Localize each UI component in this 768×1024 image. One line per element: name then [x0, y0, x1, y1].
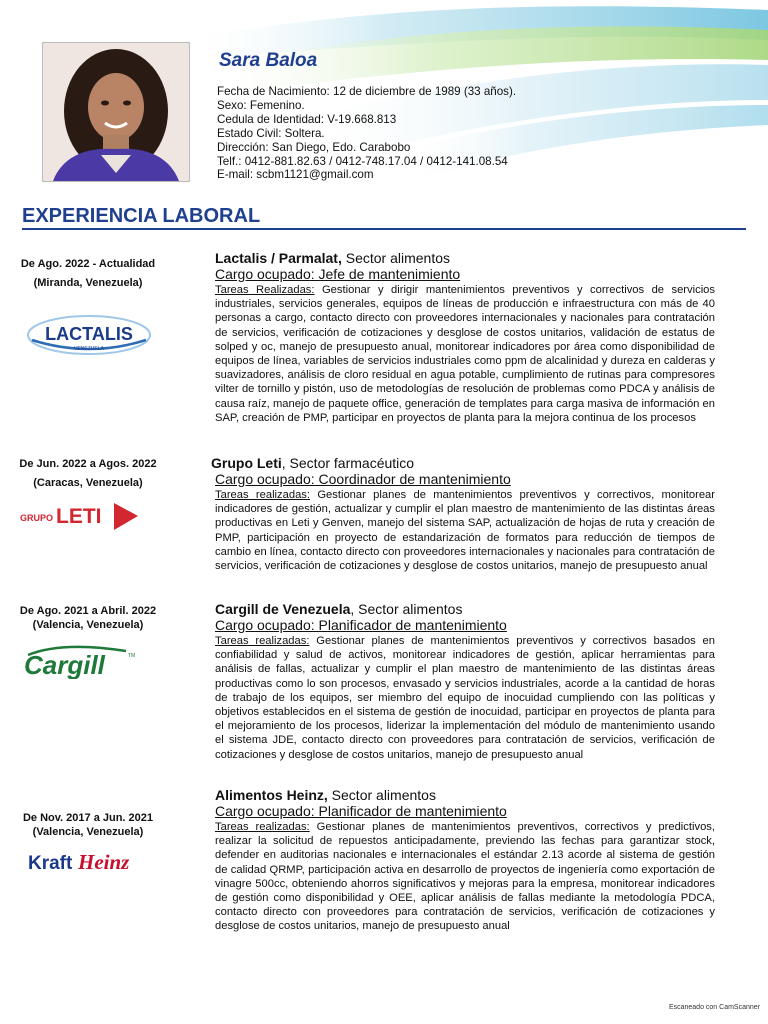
sex: Sexo: Femenino. — [217, 98, 305, 112]
location: (Valencia, Venezuela) — [32, 826, 144, 838]
experience-content — [215, 601, 715, 762]
cargill-logo-text: Cargill — [24, 650, 105, 679]
company-name: Cargill de Venezuela — [215, 601, 351, 617]
company-name: Grupo Leti — [211, 455, 282, 471]
date-range: De Jun. 2022 a Agos. 2022 — [19, 458, 157, 470]
experience-content — [215, 787, 715, 934]
candidate-name: Sara Baloa — [219, 50, 318, 71]
cargill-logo-sub: TM — [128, 653, 136, 659]
experience-dates — [0, 811, 176, 839]
civil-status: Estado Civil: Soltera. — [217, 126, 325, 140]
grupo-leti-logo — [20, 499, 140, 533]
location: (Valencia, Venezuela) — [32, 619, 144, 631]
leti-logo-text: GRUPO — [20, 513, 54, 523]
company-line — [215, 601, 715, 617]
tasks-label: Tareas realizadas: — [215, 635, 310, 647]
tasks-text: Gestionar y dirigir mantenimientos preventivos y correctivos de servicios industriales, servicios generales, equipos de líneas de producción e infraestructura con más de 40 personas a cargo, contacto directo con proveedores internacionales y nacionales para contratación de servicios, verificación de cotizaciones y desglose de costos unitarios, validación de estatus de solped y oc, manejo de presupuesto anual, monitorear indicadores por área como disponibilidad de equipos de línea, variables de servicios industriales como ppm de alcalinidad y dureza en calderas y suavizadores, análisis de cloro residual en agua potable, cumplimiento de rutinas para compresores vilter de tornillo y pistón, uso de metodologías de resolución de problemas como PDCA y análisis de causa raíz, manejo de paquete office, generación de templates para carga masiva de información en SAP, creación de PMP, participar en proyectos de planta para la mejora continua de los procesos — [215, 284, 715, 424]
tasks-label: Tareas Realizadas: — [215, 284, 315, 296]
experience-dates — [0, 255, 176, 293]
company-sector: Sector alimentos — [327, 787, 436, 803]
company-name: Alimentos Heinz, — [215, 787, 328, 803]
position-title: Cargo ocupado: Planificador de mantenimiento — [215, 803, 507, 819]
kraft-logo-text: Kraft — [28, 853, 73, 874]
experience-dates — [0, 604, 176, 632]
tasks-text: Gestionar planes de mantenimientos preventivos, correctivos y predictivos, realizar la solicitud de repuestos anticipadamente, previendo las fechas para garantizar stock, defender en auditorias nacionales e internacionales el estándar 2.13 acorde al sistema de gestión de calidad QRMP, participación activa en desarrollo de proyectos de ingeniería como exportación de vinagre 500cc, obteniendo ahorros significativos y mejoras para la empresa, monitorear indicadores de gestión como disponibilidad y OEE, aplicar análisis de fallas mediante la metodología PDCA, contacto directo con proveedores para contratación de servicios, verificación de cotizaciones y desglose de costos unitarios, manejo de presupuesto anual — [215, 821, 715, 933]
date-range: De Ago. 2021 a Abril. 2022 — [19, 605, 157, 617]
experience-content — [211, 455, 715, 573]
scanner-watermark: Escaneado con CamScanner — [668, 1004, 760, 1011]
company-name: Lactalis / Parmalat, — [215, 250, 342, 266]
company-sector: , Sector farmacéutico — [281, 455, 415, 471]
experience-content — [215, 250, 715, 425]
task-description — [215, 634, 715, 762]
tasks-text: Gestionar planes de mantenimientos preventivos y correctivos, monitorear indicadores de gestión, actualizar y cumplir el plan maestro de mantenimiento de las distintas áreas productivas en Leti y Genven, manejo del sistema SAP, actualización de hojas de ruta y creación de PMP, participación en proyecto de estandarización de formatos para reducción de tiempos de cambio en línea, contacto directo con proveedores internacionales y nacionales para contratación de servicios, verificación de cotizaciones y desglose de costos unitarios, manejo de presupuesto anual — [215, 489, 715, 573]
position-title: Cargo ocupado: Planificador de mantenimiento — [215, 617, 507, 633]
company-line — [211, 455, 715, 471]
phone: Telf.: 0412-881.82.63 / 0412-748.17.04 / 0412-141.08.54 — [217, 154, 508, 168]
personal-info — [217, 85, 516, 182]
position-title: Cargo ocupado: Jefe de mantenimiento — [215, 266, 461, 282]
company-line — [215, 250, 715, 266]
tasks-label: Tareas realizadas: — [215, 821, 310, 833]
lactalis-logo-text: LACTALIS — [45, 324, 133, 344]
birth-date: Fecha de Nacimiento: 12 de diciembre de 1989 (33 años). — [217, 85, 517, 98]
task-description — [215, 820, 715, 934]
kraft-heinz-logo — [28, 847, 148, 877]
address: Dirección: San Diego, Edo. Carabobo — [217, 140, 411, 154]
cargill-logo — [22, 643, 142, 679]
leti-logo-sub: LETI — [56, 505, 102, 528]
company-sector: Sector alimentos — [341, 250, 451, 266]
section-title-experience: EXPERIENCIA LABORAL — [22, 204, 746, 230]
date-range: De Nov. 2017 a Jun. 2021 — [22, 812, 154, 824]
tasks-label: Tareas realizadas: — [215, 489, 311, 501]
task-description — [215, 488, 715, 573]
tasks-text: Gestionar planes de mantenimientos preventivos y correctivos basados en confiabilidad y salud de activos, monitorear indicadores de gestión, aplicar herramientas para análisis de fallas, actualizar y cumplir el plan maestro de mantenimiento de las distintas áreas productivas como lo son procesos, envasado y servicios industriales, acorde a la cantidad de horas de trabajo de los equipos, ser miembro del equipo de inocuidad cumpliendo con las políticas y objetivos establecidos en el sistema de gestión de inocuidad, participar en proyectos de planta para el mejoramiento de los procesos, liderizar la implementación del módulo de mantenimiento usando el sistema JDE, contacto directo con proveedores para contratación de servicios, verificación de cotizaciones y desglose de costos unitarios, manejo de presupuesto anual — [215, 635, 715, 761]
profile-photo — [42, 42, 190, 182]
id-number: Cedula de Identidad: V-19.668.813 — [217, 112, 397, 126]
task-description — [215, 283, 715, 425]
location: (Caracas, Venezuela) — [33, 477, 143, 489]
date-range: De Ago. 2022 - Actualidad — [20, 258, 156, 270]
lactalis-logo — [26, 314, 152, 356]
position-title: Cargo ocupado: Coordinador de mantenimiento — [215, 471, 511, 487]
location: (Miranda, Venezuela) — [33, 277, 143, 289]
lactalis-logo-sub: VENEZUELA — [74, 346, 104, 352]
email[interactable]: E-mail: scbm1121@gmail.com — [217, 168, 374, 182]
company-line — [215, 787, 715, 803]
company-sector: , Sector alimentos — [350, 601, 463, 617]
heinz-logo-text: Heinz — [78, 850, 130, 874]
experience-dates — [0, 455, 176, 493]
